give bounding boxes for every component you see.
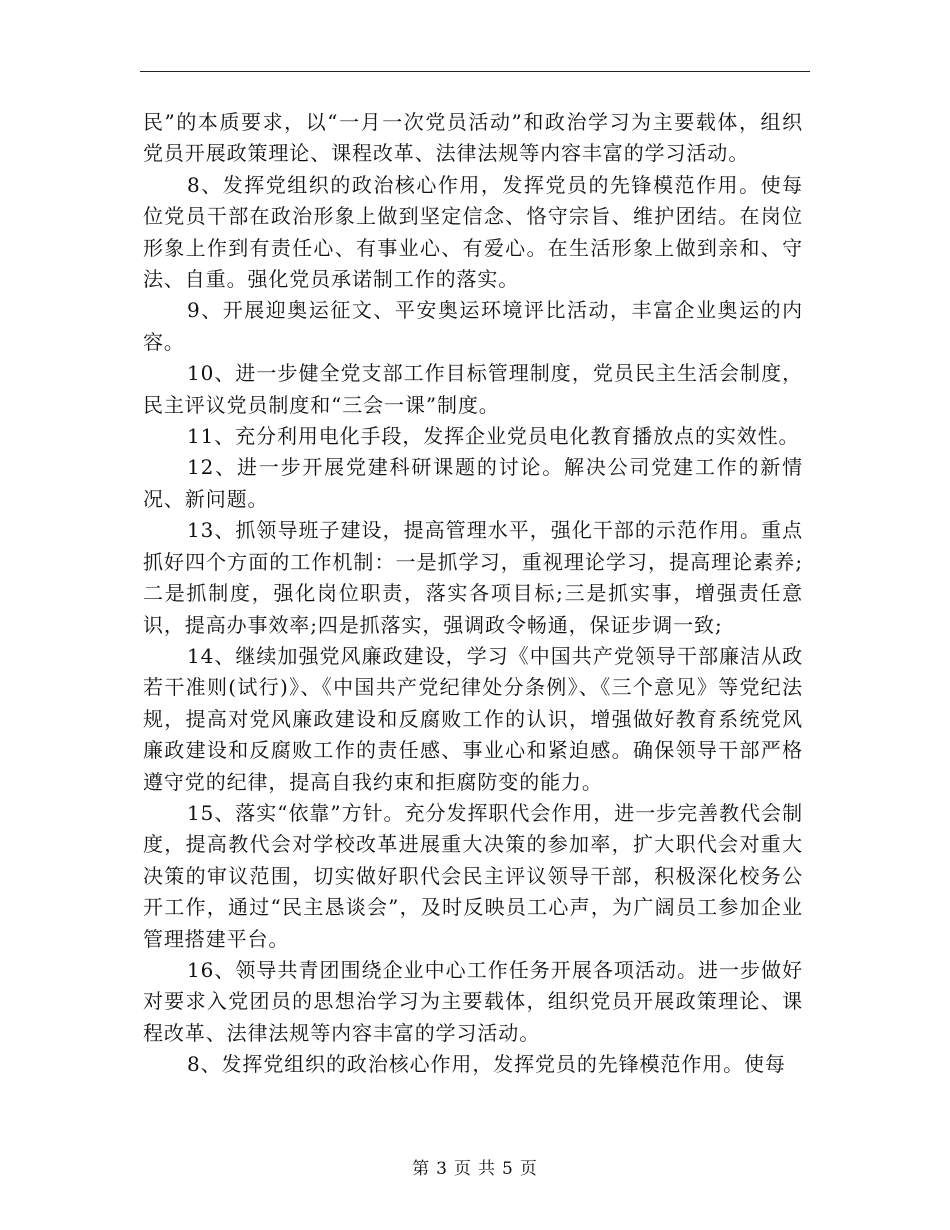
paragraph-item-8: 8、发挥党组织的政治核心作用，发挥党员的先锋模范作用。使每位党员干部在政治形象上做到坚定信念、恪守宗旨、维护团结。在岗位形象上作到有责任心、有事业心、有爱心。在生活形象上做到亲和、守法、自重。强化党员承诺制工作的落实。: [143, 172, 803, 292]
footer-suffix: 页: [519, 1159, 538, 1179]
footer-prefix: 第: [412, 1159, 431, 1179]
footer-total-word: 共: [478, 1159, 496, 1179]
header-rule: [140, 71, 810, 72]
paragraph-item-13: 13、抓领导班子建设，提高管理水平，强化干部的示范作用。重点抓好四个方面的工作机制：一是抓学习，重视理论学习，提高理论素养;二是抓制度，强化岗位职责，落实各项目标;三是抓实事，增强责任意识，提高办事效率;四是抓落实，强调政令畅通，保证步调一致;: [143, 518, 803, 637]
paragraph-continuation: 民”的本质要求，以“一月一次党员活动”和政治学习为主要载体，组织党员开展政策理论、课程改革、法律法规等内容丰富的学习活动。: [143, 110, 803, 166]
page-footer: [0, 1154, 950, 1179]
paragraph-item-10: 10、进一步健全党支部工作目标管理制度，党员民主生活会制度，民主评议党员制度和“三会一课”制度。: [143, 361, 803, 417]
footer-page-word: 页: [454, 1159, 472, 1179]
body-text: [143, 107, 803, 1081]
paragraph-item-14: 14、继续加强党风廉政建设，学习《中国共产党领导干部廉洁从政若干准则(试行)》、《中国共产党纪律处分条例》、《三个意见》等党纪法规，提高对党风廉政建设和反腐败工作的认识，增强做好教育系统党风廉政建设和反腐败工作的责任感、事业心和紧迫感。确保领导干部严格遵守党的纪律，提高自我约束和拒腐防变的能力。: [143, 643, 803, 794]
paragraph-item-11: 11、充分利用电化手段，发挥企业党员电化教育播放点的实效性。: [187, 424, 800, 449]
paragraph-item-12: 12、进一步开展党建科研课题的讨论。解决公司党建工作的新情况、新问题。: [143, 455, 803, 511]
paragraph-item-9: 9、开展迎奥运征文、平安奥运环境评比活动，丰富企业奥运的内容。: [143, 298, 803, 354]
footer-current-page: 3: [436, 1159, 448, 1179]
paragraph-item-16: 16、领导共青团围绕企业中心工作任务开展各项活动。进一步做好对要求入党团员的思想治学习为主要载体，组织党员开展政策理论、课程改革、法律法规等内容丰富的学习活动。: [143, 957, 803, 1045]
paragraph-item-15: 15、落实“依靠”方针。充分发挥职代会作用，进一步完善教代会制度，提高教代会对学校改革进展重大决策的参加率，扩大职代会对重大决策的审议范围，切实做好职代会民主评议领导干部，积极深化校务公开工作，通过“民主恳谈会”，及时反映员工心声，为广阔员工参加企业管理搭建平台。: [143, 800, 803, 951]
paragraph-item-8-repeat: 8、发挥党组织的政治核心作用，发挥党员的先锋模范作用。使每: [187, 1052, 786, 1077]
footer-total-pages: 5: [502, 1159, 514, 1179]
